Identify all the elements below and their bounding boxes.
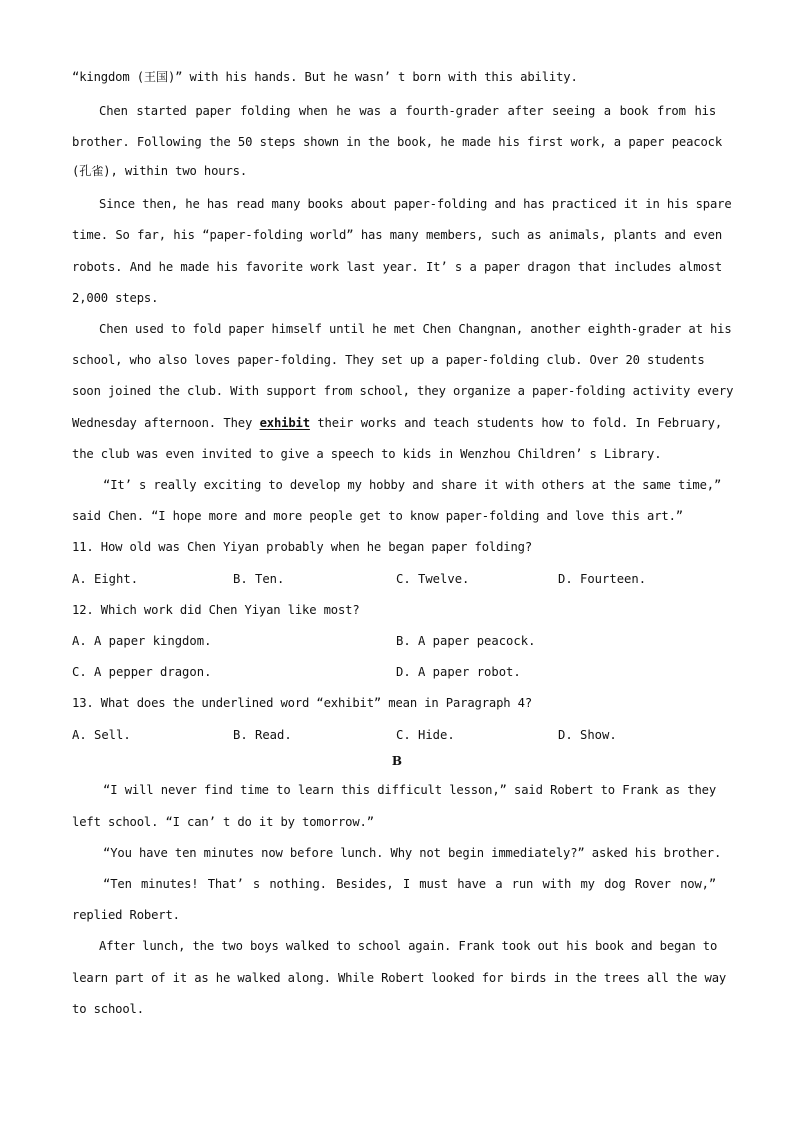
passage-line: “It’ s really exciting to develop my hobby and share it with others at the same time,” <box>103 478 722 492</box>
passage-line: 2,000 steps. <box>72 291 159 305</box>
option-d[interactable]: D. Show. <box>558 728 617 742</box>
underlined-word-exhibit: exhibit <box>259 416 310 430</box>
passage-line: “Ten minutes! That’ s nothing. Besides, I must have a run with my dog Rover now,” <box>103 877 716 891</box>
question-stem: 11. How old was Chen Yiyan probably when he began paper folding? <box>72 540 532 554</box>
passage-line-with-keyword <box>72 415 722 431</box>
option-c[interactable]: C. Hide. <box>396 728 455 742</box>
question-stem: 13. What does the underlined word “exhibit” mean in Paragraph 4? <box>72 696 532 710</box>
passage-line: Chen started paper folding when he was a fourth-grader after seeing a book from his <box>99 104 716 118</box>
passage-line: “I will never find time to learn this difficult lesson,” said Robert to Frank as they <box>103 783 716 797</box>
option-a[interactable]: A. Eight. <box>72 572 139 586</box>
option-a[interactable]: A. A paper kingdom. <box>72 634 212 648</box>
passage-line: robots. And he made his favorite work last year. It’ s a paper dragon that includes almost <box>72 260 722 274</box>
passage-line: left school. “I can’ t do it by tomorrow.” <box>72 815 374 829</box>
passage-line: “You have ten minutes now before lunch. Why not begin immediately?” asked his brother. <box>103 846 722 860</box>
passage-line: said Chen. “I hope more and more people get to know paper-folding and love this art.” <box>72 509 683 523</box>
passage-text: their works and teach students how to fold. In February, <box>317 416 723 430</box>
passage-line: time. So far, his “paper-folding world” has many members, such as animals, plants and even <box>72 228 722 242</box>
passage-line: to school. <box>72 1002 144 1016</box>
option-b[interactable]: B. Read. <box>233 728 292 742</box>
option-b[interactable]: B. Ten. <box>233 572 285 586</box>
option-d[interactable]: D. Fourteen. <box>558 572 647 586</box>
option-d[interactable]: D. A paper robot. <box>396 665 521 679</box>
option-a[interactable]: A. Sell. <box>72 728 131 742</box>
passage-line: soon joined the club. With support from school, they organize a paper-folding activity every <box>72 384 734 398</box>
option-c[interactable]: C. Twelve. <box>396 572 470 586</box>
passage-line: the club was even invited to give a speech to kids in Wenzhou Children’ s Library. <box>72 447 662 461</box>
passage-line: brother. Following the 50 steps shown in the book, he made his first work, a paper peacock <box>72 135 722 149</box>
question-stem: 12. Which work did Chen Yiyan like most? <box>72 603 360 617</box>
passage-line: After lunch, the two boys walked to school again. Frank took out his book and began to <box>99 939 718 953</box>
passage-text: Wednesday afternoon. They <box>72 416 253 430</box>
section-heading-b: B <box>391 754 403 768</box>
passage-line: Chen used to fold paper himself until he met Chen Changnan, another eighth-grader at his <box>99 322 732 336</box>
passage-line: “kingdom (王国)” with his hands. But he wasn’ t born with this ability. <box>72 70 578 84</box>
passage-line: school, who also loves paper-folding. They set up a paper-folding club. Over 20 students <box>72 353 705 367</box>
option-b[interactable]: B. A paper peacock. <box>396 634 536 648</box>
passage-line: (孔雀), within two hours. <box>72 164 248 178</box>
passage-line: Since then, he has read many books about paper-folding and has practiced it in his spare <box>99 197 732 211</box>
passage-line: replied Robert. <box>72 908 180 922</box>
passage-line: learn part of it as he walked along. While Robert looked for birds in the trees all the way <box>72 971 727 985</box>
option-c[interactable]: C. A pepper dragon. <box>72 665 212 679</box>
